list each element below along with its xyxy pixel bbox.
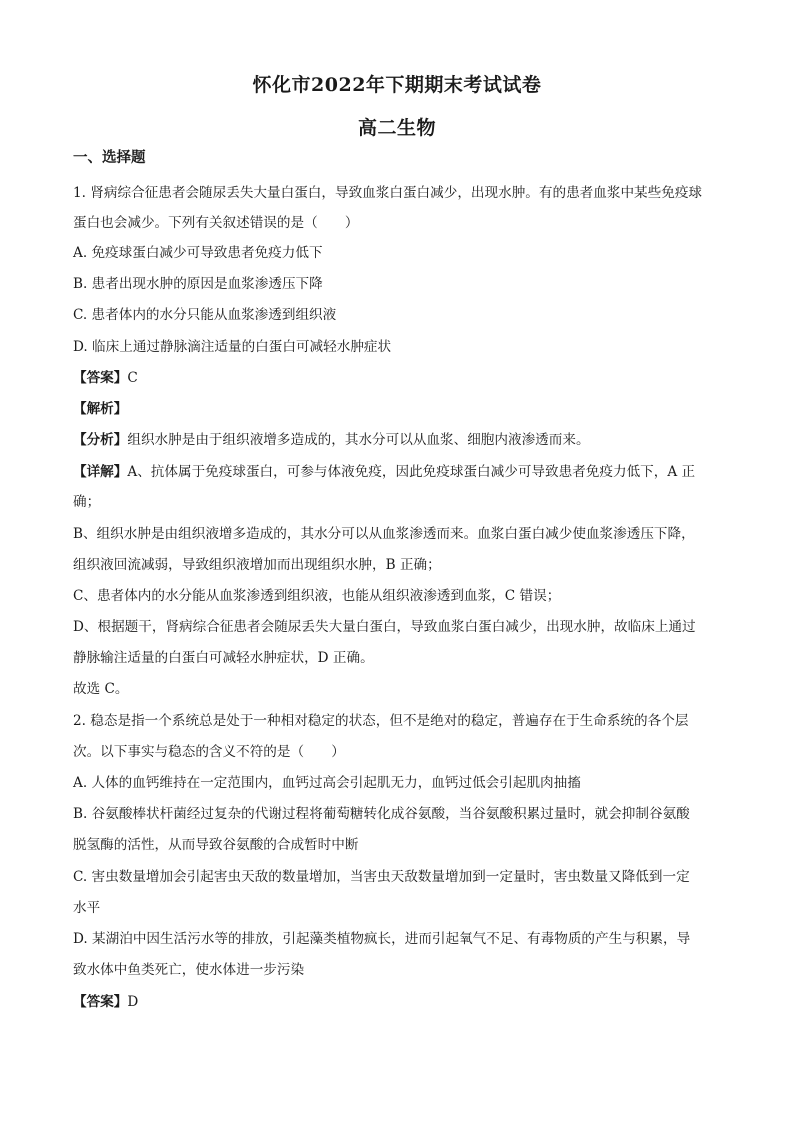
q1-fenxi xyxy=(73,430,723,450)
q2-stem-line-2: 次。以下事实与稳态的含义不符的是（ ） xyxy=(73,744,345,760)
q2-option-b-line-1: B. 谷氨酸棒状杆菌经过复杂的代谢过程将葡萄糖转化成谷氨酸，当谷氨酸积累过量时，就会抑制谷氨酸 xyxy=(73,806,690,822)
q1-detail-d-line-2: 静脉输注适量的白蛋白可减轻水肿症状，D 正确。 xyxy=(73,650,374,666)
q2-answer xyxy=(73,992,723,1012)
q2-option-d-line-2: 致水体中鱼类死亡，使水体进一步污染 xyxy=(73,962,305,978)
q1-detail-c: C、患者体内的水分能从血浆渗透到组织液，也能从组织液渗透到血浆，C 错误； xyxy=(73,588,561,604)
xiangjie-text: A、抗体属于免疫球蛋白，可参与体液免疫，因此免疫球蛋白减少可导致患者免疫力低下，A 正 xyxy=(127,464,696,480)
q1-stem-line-2: 蛋白也会减少。下列有关叙述错误的是（ ） xyxy=(73,215,359,231)
q1-option-b: B. 患者出现水肿的原因是血浆渗透压下降 xyxy=(73,276,323,292)
q2-option-b-line-2: 脱氢酶的活性，从而导致谷氨酸的合成暂时中断 xyxy=(73,837,359,853)
q1-conclusion: 故选 C。 xyxy=(73,681,129,697)
q2-option-c-line-1: C. 害虫数量增加会引起害虫天敌的数量增加，当害虫天敌数量增加到一定量时，害虫数量又降低到一定 xyxy=(73,869,690,885)
q1-answer xyxy=(73,368,723,388)
exam-title: 怀化市2022年下期期末考试试卷 xyxy=(252,74,542,96)
q1-detail-d-line-1: D、根据题干，肾病综合征患者会随尿丢失大量白蛋白，导致血浆白蛋白减少，出现水肿，故临床上通过 xyxy=(73,619,696,635)
q2-stem-line-1: 2. 稳态是指一个系统总是处于一种相对稳定的状态，但不是绝对的稳定，普遍存在于生命系统的各个层 xyxy=(73,713,689,729)
q2-option-d-line-1: D. 某湖泊中因生活污水等的排放，引起藻类植物疯长，进而引起氧气不足、有毒物质的产生与积累，导 xyxy=(73,931,691,947)
answer-value: C xyxy=(127,370,138,386)
q2-option-a: A. 人体的血钙维持在一定范围内，血钙过高会引起肌无力，血钙过低会引起肌肉抽搐 xyxy=(73,775,581,791)
q1-xiangjie-line-1 xyxy=(73,462,723,482)
subject-title: 高二生物 xyxy=(357,117,436,139)
fenxi-label: 【分析】 xyxy=(73,432,128,448)
q1-xiangjie-line-2: 确； xyxy=(73,494,101,510)
q1-detail-b-line-1: B、组织水肿是由组织液增多造成的，其水分可以从血浆渗透而来。血浆白蛋白减少使血浆渗透压下降， xyxy=(73,526,695,542)
section-heading: 一、选择题 xyxy=(73,149,146,166)
q1-option-d: D. 临床上通过静脉滴注适量的白蛋白可减轻水肿症状 xyxy=(73,339,392,355)
q1-analysis-label xyxy=(73,399,723,419)
answer-label: 【答案】 xyxy=(73,994,128,1010)
q1-detail-b-line-2: 组织液回流减弱，导致组织液增加而出现组织水肿，B 正确； xyxy=(73,557,441,573)
answer-label: 【答案】 xyxy=(73,370,128,386)
fenxi-text: 组织水肿是由于组织液增多造成的，其水分可以从血浆、细胞内液渗透而来。 xyxy=(127,432,590,448)
q1-stem-line-1: 1. 肾病综合征患者会随尿丢失大量白蛋白，导致血浆白蛋白减少，出现水肿。有的患者血浆中某些免疫球 xyxy=(73,185,703,201)
answer-value: D xyxy=(127,994,139,1010)
q1-option-a: A. 免疫球蛋白减少可导致患者免疫力低下 xyxy=(73,245,323,261)
xiangjie-label: 【详解】 xyxy=(73,464,128,480)
q1-option-c: C. 患者体内的水分只能从血浆渗透到组织液 xyxy=(73,307,337,323)
analysis-label: 【解析】 xyxy=(73,401,128,417)
q2-option-c-line-2: 水平 xyxy=(73,900,101,916)
